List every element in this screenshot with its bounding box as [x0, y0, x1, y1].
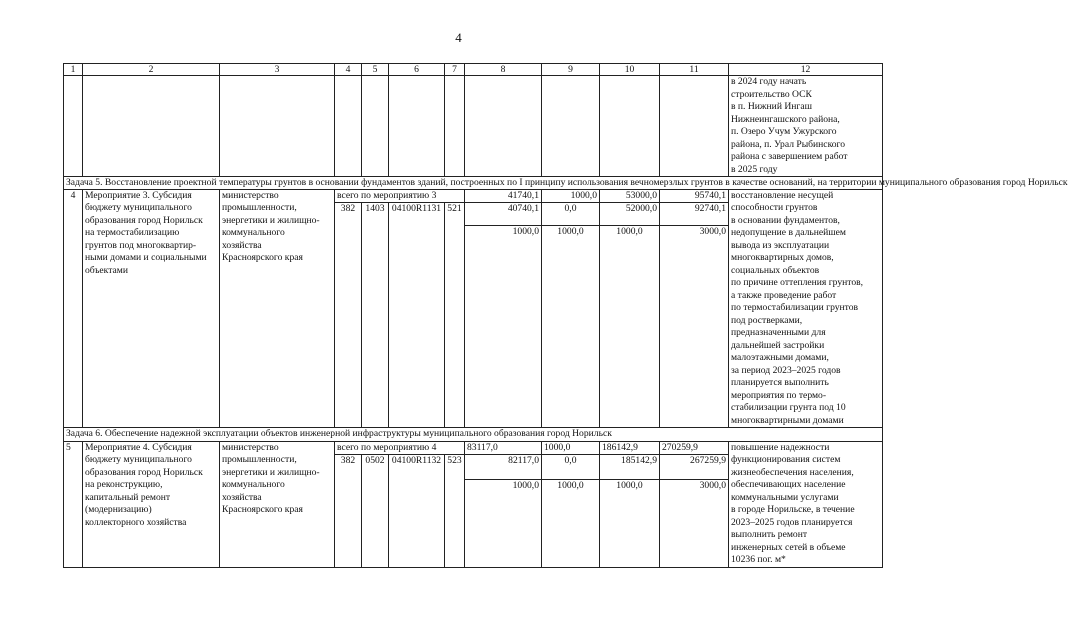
value-2024: 1000,0: [542, 479, 600, 567]
code-grbs: 382: [335, 455, 362, 568]
name-line: образования город Норильск: [85, 214, 203, 226]
measure-row-total: [64, 441, 883, 455]
note-line: недопущение в дальнейшем: [731, 227, 847, 238]
note-line: 2023–2025 годов планируется: [731, 516, 853, 528]
code-grbs: 382: [335, 203, 362, 428]
code-type: 521: [445, 203, 465, 428]
value-2023: 1000,0: [465, 479, 542, 567]
col-header: 4: [335, 64, 362, 76]
executor-line: хозяйства: [222, 239, 262, 251]
executor-line: министерство: [222, 189, 279, 201]
task-row: [64, 428, 883, 442]
name-line: образования город Норильск: [85, 466, 203, 478]
col-header: 1: [64, 64, 83, 76]
task-5-heading: Задача 5. Восстановление проектной температуры грунтов в основании фундаментов зданий, построенных по I принципу использования вечномерзлых грунтов в качестве оснований, на территории муниципального образования город Норильск: [64, 177, 883, 190]
total-label: всего по мероприятию 3: [335, 189, 465, 203]
note-line: в основании фундаментов,: [731, 214, 840, 226]
value-2025: 185142,9: [600, 455, 660, 480]
name-line: капитальный ремонт: [85, 491, 171, 503]
note-line: дальнейшей застройки: [731, 339, 825, 351]
code-section: 1403: [362, 203, 389, 428]
name-line: Мероприятие 4. Субсидия: [85, 441, 192, 453]
note-line: обеспечивающих население: [731, 479, 846, 490]
name-line: (модернизацию): [85, 504, 152, 515]
name-line: объектами: [85, 264, 128, 276]
expected-result: [729, 441, 883, 567]
total-2025: 186142,9: [600, 441, 660, 455]
expected-result: [729, 189, 883, 428]
task-row: [64, 177, 883, 190]
note-line: способности грунтов: [731, 202, 818, 213]
total-2024: 1000,0: [542, 189, 600, 203]
note-line: района с завершением работ: [731, 151, 848, 162]
note-line: мероприятия по термо-: [731, 389, 827, 401]
name-line: бюджету муниципального: [85, 202, 192, 213]
task-6-heading: Задача 6. Обеспечение надежной эксплуатации объектов инженерной инфраструктуры муниципального образования город Норильск: [64, 428, 883, 442]
executor-line: коммунального: [222, 479, 285, 490]
note-line: жизнеобеспечения населения,: [731, 466, 854, 478]
value-2025: 52000,0: [600, 203, 660, 226]
continuation-notes: [729, 76, 883, 177]
note-line: 10236 пог. м*: [731, 554, 786, 565]
name-line: ными домами и социальными: [85, 252, 207, 263]
page-number: 4: [455, 30, 462, 45]
value-sum: 92740,1: [660, 203, 729, 226]
name-line: на реконструкцию,: [85, 479, 163, 490]
row-number: 4: [64, 189, 83, 428]
note-line: инженерных сетей в объеме: [731, 541, 846, 553]
col-header: 3: [220, 64, 335, 76]
note-line: в п. Нижний Ингаш: [731, 101, 812, 112]
code-target: 04100R1131: [389, 203, 445, 428]
code-target: 04100R1132: [389, 455, 445, 568]
value-2023: 1000,0: [465, 226, 542, 428]
total-2025: 53000,0: [600, 189, 660, 203]
value-sum: 3000,0: [660, 479, 729, 567]
col-header: 10: [600, 64, 660, 76]
note-line: многоквартирных домов,: [731, 252, 834, 263]
executor-line: хозяйства: [222, 491, 262, 503]
note-line: повышение надежности: [731, 441, 830, 453]
value-sum: 3000,0: [660, 226, 729, 428]
continuation-row: [64, 76, 883, 177]
note-line: восстановление несущей: [731, 189, 834, 201]
name-line: Мероприятие 3. Субсидия: [85, 189, 192, 201]
note-line: в 2024 году начать: [731, 76, 807, 87]
name-line: коллекторного хозяйства: [85, 516, 187, 528]
program-table: [63, 63, 1068, 568]
note-line: строительство ОСК: [731, 88, 812, 100]
total-2023: 83117,0: [465, 441, 542, 455]
executor-line: энергетики и жилищно-: [222, 466, 320, 478]
col-header: 7: [445, 64, 465, 76]
col-header: 8: [465, 64, 542, 76]
code-type: 523: [445, 455, 465, 568]
note-line: под ростверками,: [731, 314, 803, 326]
executor: [220, 189, 335, 428]
note-line: многоквартирными домами: [731, 414, 844, 426]
executor-line: энергетики и жилищно-: [222, 214, 320, 226]
note-line: п. Озеро Учум Ужурского: [731, 126, 837, 137]
executor-line: Красноярского края: [222, 504, 303, 515]
note-line: района, п. Урал Рыбинского: [731, 138, 846, 150]
col-header: 6: [389, 64, 445, 76]
row-number: 5: [64, 441, 83, 567]
note-line: по термостабилизации грунтов: [731, 302, 859, 313]
total-sum: 95740,1: [660, 189, 729, 203]
note-line: за период 2023–2025 годов: [731, 364, 841, 376]
note-line: а также проведение работ: [731, 289, 837, 301]
value-2023: 40740,1: [465, 203, 542, 226]
col-header: 9: [542, 64, 600, 76]
executor-line: Красноярского края: [222, 252, 303, 263]
total-2023: 41740,1: [465, 189, 542, 203]
note-line: вывода из эксплуатации: [731, 239, 830, 251]
value-2024: 0,0: [542, 455, 600, 480]
value-2025: 1000,0: [600, 226, 660, 428]
note-line: по причине оттепления грунтов,: [731, 277, 864, 288]
col-header: 5: [362, 64, 389, 76]
name-line: грунтов под многоквартир-: [85, 239, 197, 251]
value-2024: 1000,0: [542, 226, 600, 428]
executor-line: коммунального: [222, 227, 285, 238]
note-line: выполнить ремонт: [731, 529, 808, 540]
total-label: всего по мероприятию 4: [335, 441, 465, 455]
measure-name: [83, 441, 220, 567]
col-header: 12: [729, 64, 883, 76]
measure-row-total: [64, 189, 883, 203]
note-line: стабилизации грунта под 10: [731, 402, 846, 413]
code-section: 0502: [362, 455, 389, 568]
note-line: в 2025 году: [731, 163, 778, 175]
executor-line: промышленности,: [222, 454, 297, 465]
measure-name: [83, 189, 220, 428]
executor-line: промышленности,: [222, 202, 297, 213]
value-2024: 0,0: [542, 203, 600, 226]
note-line: Нижнеингашского района,: [731, 113, 840, 125]
note-line: предназначенными для: [731, 327, 826, 338]
executor-line: министерство: [222, 441, 279, 453]
name-line: на термостабилизацию: [85, 227, 180, 238]
note-line: функционирования систем: [731, 454, 841, 465]
note-line: социальных объектов: [731, 264, 820, 276]
value-2025: 1000,0: [600, 479, 660, 567]
note-line: коммунальными услугами: [731, 491, 839, 503]
value-sum: 267259,9: [660, 455, 729, 480]
executor: [220, 441, 335, 567]
header-row: [64, 64, 883, 76]
col-header: 11: [660, 64, 729, 76]
note-line: малоэтажными домами,: [731, 352, 829, 363]
name-line: бюджету муниципального: [85, 454, 192, 465]
note-line: в городе Норильске, в течение: [731, 504, 855, 515]
col-header: 2: [83, 64, 220, 76]
note-line: планируется выполнить: [731, 377, 829, 388]
total-2024: 1000,0: [542, 441, 600, 455]
total-sum: 270259,9: [660, 441, 729, 455]
value-2023: 82117,0: [465, 455, 542, 480]
